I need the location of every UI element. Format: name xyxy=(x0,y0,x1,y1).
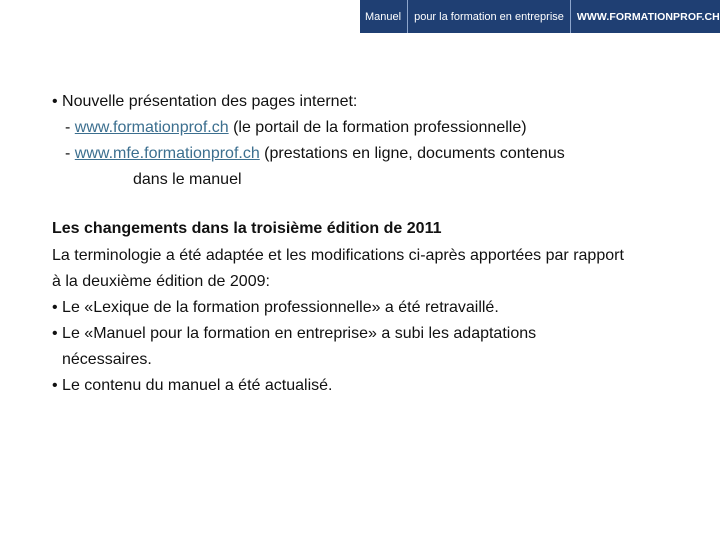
list-item-text: (le portail de la formation professionnelle) xyxy=(228,119,527,136)
intro-bullet: • Nouvelle présentation des pages internet: xyxy=(52,93,358,110)
bullet-lexique: • Le «Lexique de la formation professionnelle» a été retravaillé. xyxy=(52,299,499,316)
banner-manuel: Manuel xyxy=(365,10,402,23)
changes-paragraph-line1: La terminologie a été adaptée et les modifications ci-après apportées par rapport xyxy=(52,247,624,264)
list-item-mfe-continued: dans le manuel xyxy=(133,171,242,188)
mfe-link[interactable]: www.mfe.formationprof.ch xyxy=(74,145,260,162)
banner-site: WWW.FORMATIONPROF.CH xyxy=(570,0,720,33)
list-item-text: (prestations en ligne, documents contenus xyxy=(259,145,565,162)
list-item-mfe xyxy=(65,144,565,164)
banner-tagline: pour la formation en entreprise xyxy=(407,0,570,33)
formationprof-link[interactable]: www.formationprof.ch xyxy=(74,119,229,136)
list-item-portal xyxy=(65,118,527,138)
changes-heading: Les changements dans la troisième édition de 2011 xyxy=(52,220,442,237)
bullet-manuel: • Le «Manuel pour la formation en entreprise» a subi les adaptations xyxy=(52,325,537,342)
list-item-prefix: - xyxy=(65,145,75,162)
list-item-prefix: - xyxy=(65,119,75,136)
bullet-contenu: • Le contenu du manuel a été actualisé. xyxy=(52,377,333,394)
bullet-manuel-continued: nécessaires. xyxy=(62,351,152,368)
header-banner xyxy=(360,0,720,33)
changes-paragraph-line2: à la deuxième édition de 2009: xyxy=(52,273,270,290)
